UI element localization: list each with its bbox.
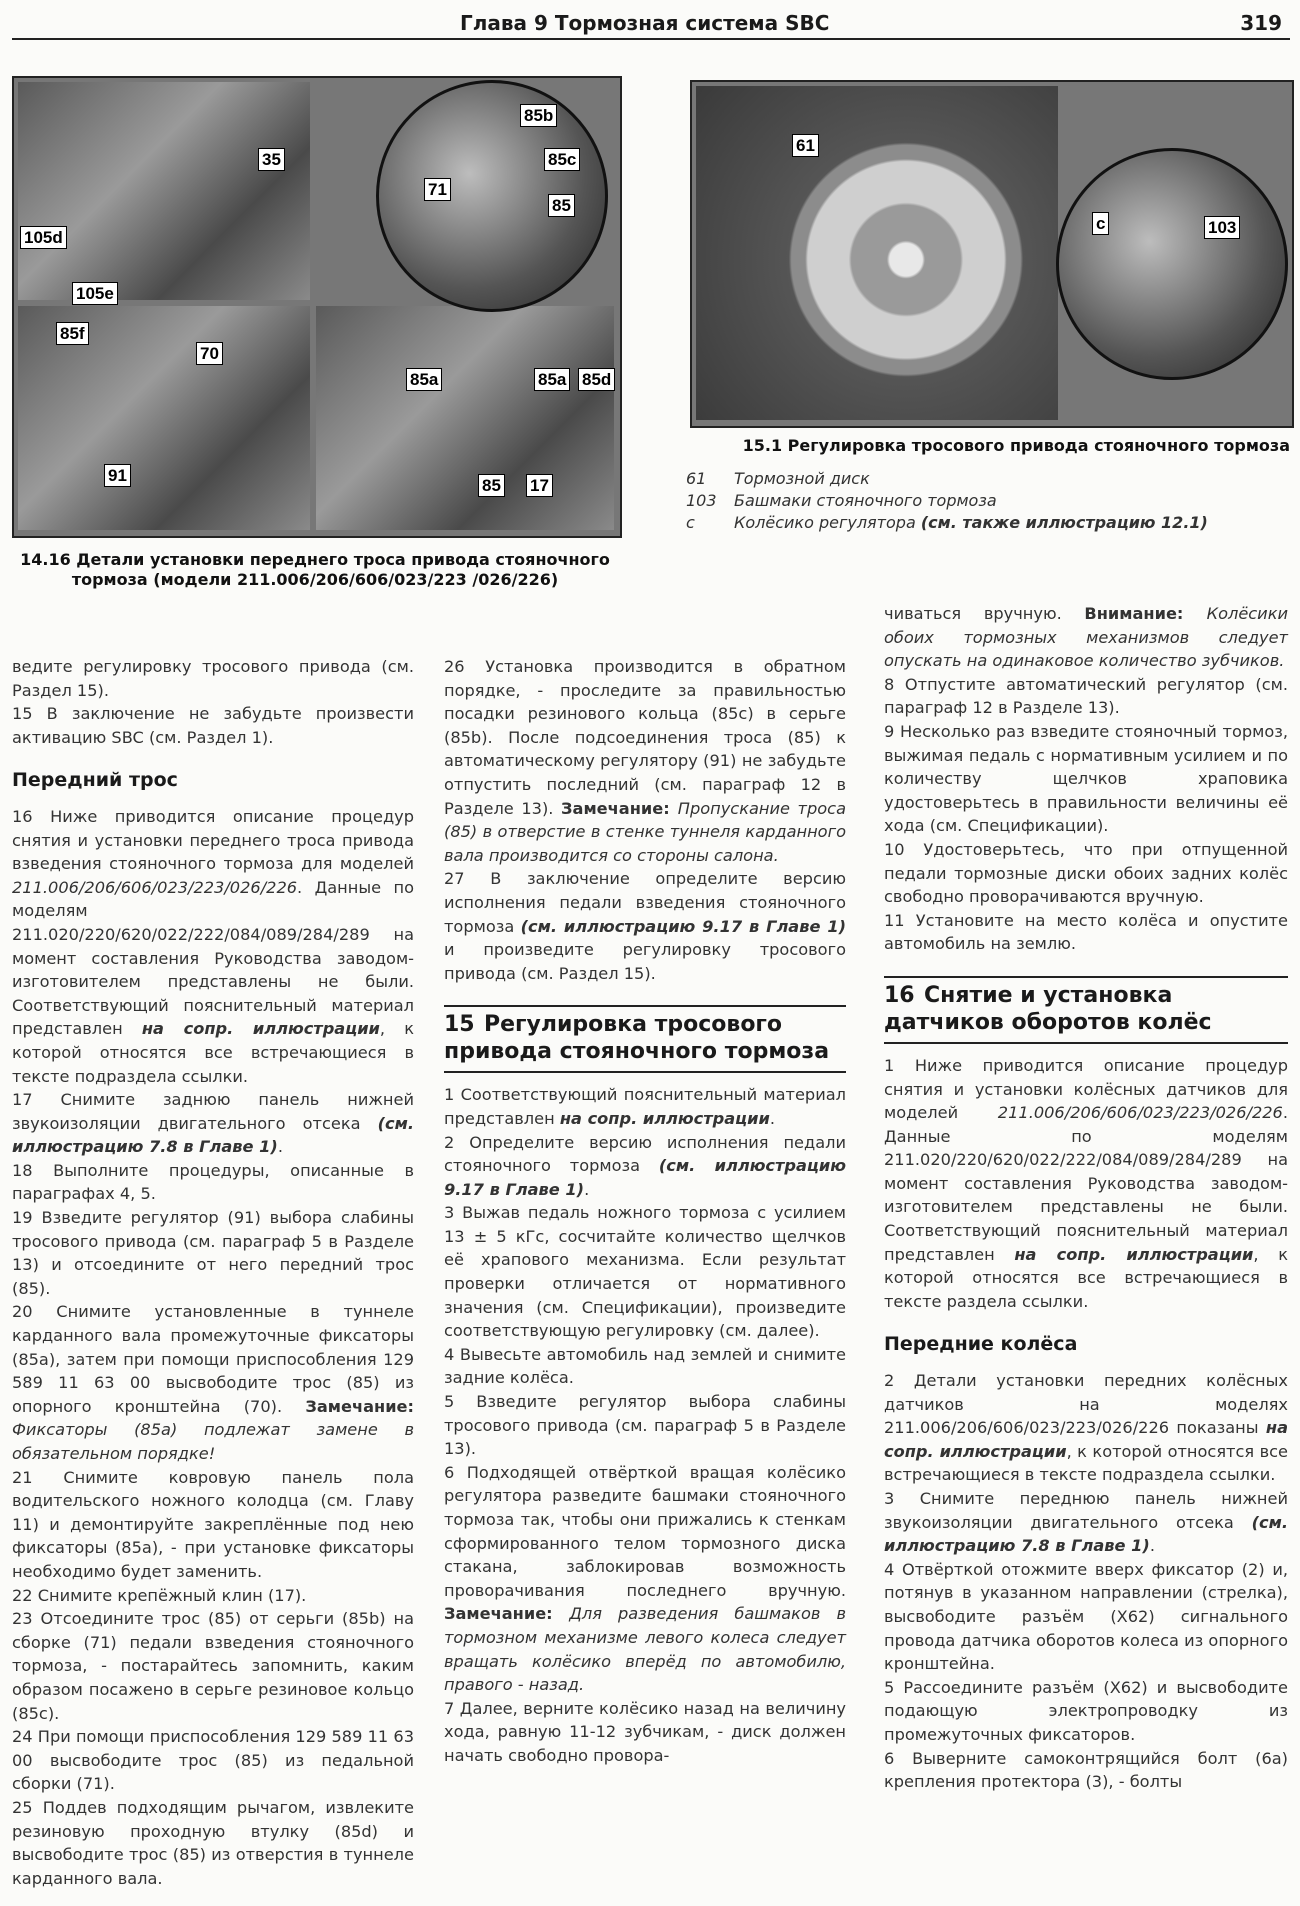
- page-number: 319: [1240, 11, 1282, 35]
- label-91: 91: [104, 464, 131, 487]
- label-103: 103: [1204, 216, 1240, 239]
- paragraph: 1 Ниже приводится описание процедур снятия и установки колёсных датчиков для моделей 211.006/206/606/023/223/026/226. Данные по моделям 211.020/220/620/022/222/084/089/284/289 на момент составления Руководства заводом-изготовителем представлены не были. Соответствующий пояснительный материал представлен на сопр. иллюстрации, к которой относятся все встречающиеся в тексте раздела ссылки.: [884, 1055, 1288, 1311]
- legend-item: c Колёсико регулятора (см. также иллюстрацию 12.1): [686, 513, 1208, 532]
- paragraph: ведите регулировку тросового привода (см. Раздел 15).: [12, 657, 414, 700]
- label-17: 17: [526, 474, 553, 497]
- paragraph: 18 Выполните процедуры, описанные в параграфах 4, 5.: [12, 1160, 414, 1204]
- paragraph: 21 Снимите ковровую панель пола водительского ножного колодца (см. Главу 11) и демонтируйте закреплённые под нею фиксаторы (85а), - при установке фиксаторы необходимо будет заменить.: [12, 1467, 414, 1581]
- label-85a-left: 85a: [406, 368, 442, 391]
- label-85-bottom: 85: [478, 474, 505, 497]
- label-105e: 105e: [72, 282, 118, 305]
- section-15-heading: 15 Регулировка тросового привода стояночного тормоза: [444, 1005, 846, 1073]
- paragraph: 5 Рассоедините разъём (Х62) и высвободите подающую электропроводку из промежуточных фиксаторов.: [884, 1677, 1288, 1744]
- paragraph: 20 Снимите установленные в туннеле карданного вала промежуточные фиксаторы (85а), затем при помощи приспособления 129 589 11 63 00 высвободите трос (85) из опорного кронштейна (70). Замечание: Фиксаторы (85а) подлежат замене в обязательном порядке!: [12, 1302, 414, 1463]
- subheading-front-wheels: Передние колёса: [884, 1333, 1078, 1356]
- paragraph: 27 В заключение определите версию исполнения педали взведения стояночного тормоза (см. иллюстрацию 9.17 в Главе 1) и произведите регулировку тросового привода (см. Раздел 15).: [444, 869, 846, 983]
- paragraph: 3 Выжав педаль ножного тормоза с усилием 13 ± 5 кГс, сосчитайте количество щелчков её храпового механизма. Если результат проверки отличается от нормативного значения (см. Спецификации), произведите соответствующую регулировку (см. далее).: [444, 1203, 846, 1341]
- figure-15-1: [690, 80, 1294, 428]
- photo-bottom-right: [316, 306, 614, 530]
- legend-item: 103 Башмаки стояночного тормоза: [686, 491, 997, 510]
- label-85b: 85b: [520, 104, 557, 127]
- figure-15-1-legend: [686, 468, 1290, 534]
- chapter-title: Глава 9 Тормозная система SBC: [460, 11, 830, 35]
- legend-item: 61 Тормозной диск: [686, 469, 870, 488]
- label-61: 61: [792, 134, 819, 157]
- paragraph: 17 Снимите заднюю панель нижней звукоизоляции двигательного отсека (см. иллюстрацию 7.8 в Главе 1).: [12, 1090, 414, 1157]
- paragraph: 26 Установка производится в обратном порядке, - проследите за правильностью посадки резинового кольца (85с) в серьге (85b). После подсоединения троса (85) к автоматическому регулятору (91) не забудьте отпустить последний (см. параграф 12 в Разделе 13). Замечание: Пропускание троса (85) в отверстие в стенке туннеля карданного вала производится со стороны салона.: [444, 657, 846, 865]
- section-16-heading: 16 Снятие и установка датчиков оборотов колёс: [884, 976, 1288, 1044]
- paragraph: 4 Отвёрткой отожмите вверх фиксатор (2) и, потянув в указанном направлении (стрелка), высвободите разъём (Х62) сигнального провода датчика оборотов колеса из опорного кронштейна.: [884, 1559, 1288, 1674]
- paragraph: 15 В заключение не забудьте произвести активацию SBC (см. Раздел 1).: [12, 704, 414, 747]
- label-71: 71: [424, 178, 451, 201]
- label-70: 70: [196, 342, 223, 365]
- paragraph: 9 Несколько раз взведите стояночный тормоз, выжимая педаль с нормативным усилием и по количеству щелчков храповика удостоверьтесь в правильности величины её хода (см. Спецификации).: [884, 721, 1288, 836]
- paragraph: 3 Снимите переднюю панель нижней звукоизоляции двигательного отсека (см. иллюстрацию 7.8 в Главе 1).: [884, 1489, 1288, 1556]
- paragraph: 4 Вывесьте автомобиль над землей и снимите задние колёса.: [444, 1344, 846, 1388]
- paragraph: 25 Поддев подходящим рычагом, извлеките резиновую проходную втулку (85d) и высвободите трос (85) из отверстия в туннеле карданного вала.: [12, 1797, 414, 1888]
- paragraph: 8 Отпустите автоматический регулятор (см. параграф 12 в Разделе 13).: [884, 674, 1288, 718]
- paragraph: 2 Определите версию исполнения педали стояночного тормоза (см. иллюстрацию 9.17 в Главе 1).: [444, 1132, 846, 1199]
- label-35: 35: [258, 148, 285, 171]
- paragraph: 24 При помощи приспособления 129 589 11 63 00 высвободите трос (85) из педальной сборки (71).: [12, 1727, 414, 1794]
- label-85-circle: 85: [548, 194, 575, 217]
- paragraph: 6 Выверните самоконтрящийся болт (6а) крепления протектора (3), - болты: [884, 1748, 1288, 1792]
- paragraph: 22 Снимите крепёжный клин (17).: [12, 1585, 307, 1605]
- figure-14-16-caption: 14.16 Детали установки переднего троса привода стояночного тормоза (модели 211.006/206/606/023/223 /026/226): [20, 550, 610, 589]
- paragraph: 16 Ниже приводится описание процедур снятия и установки переднего троса привода взведения стояночного тормоза для моделей 211.006/206/606/023/223/026/226. Данные по моделям 211.020/220/620/022/222/084/089/284/289 на момент составления Руководства заводом-изготовителем представлены не были. Соответствующий пояснительный материал представлен на сопр. иллюстрации, к которой относятся все встречающиеся в тексте подраздела ссылки.: [12, 806, 414, 1086]
- paragraph: 5 Взведите регулятор выбора слабины тросового привода (см. параграф 5 в Разделе 13).: [444, 1392, 846, 1459]
- label-c: c: [1092, 212, 1109, 235]
- paragraph: 10 Удостоверьтесь, что при отпущенной педали тормозные диски обоих задних колёс свободно проворачиваются вручную.: [884, 839, 1288, 907]
- paragraph: 11 Установите на место колёса и опустите автомобиль на землю.: [884, 910, 1288, 954]
- paragraph: 7 Далее, верните колёсико назад на величину хода, равную 11-12 зубчикам, - диск должен начать свободно провора-: [444, 1698, 846, 1765]
- figure-15-1-caption: 15.1 Регулировка тросового привода стояночного тормоза: [742, 436, 1290, 455]
- paragraph: 6 Подходящей отвёрткой вращая колёсико регулятора разведите башмаки стояночного тормоза так, чтобы они прижались к стенкам сформированного телом тормозного диска стакана, заблокировав возможность проворачивания последнего вручную. Замечание: Для разведения башмаков в тормозном механизме левого колеса следует вращать колёсико вперёд по автомобилю, правого - назад.: [444, 1462, 846, 1695]
- paragraph: чиваться вручную. Внимание: Колёсики обоих тормозных механизмов следует опускать на одинаковое количество зубчиков.: [884, 604, 1288, 671]
- label-105d: 105d: [20, 226, 67, 249]
- paragraph: 23 Отсоедините трос (85) от серьги (85b) на сборке (71) педали взведения стояночного тормоза, - постарайтесь запомнить, каким образом посажено в серьге резиновое кольцо (85с).: [12, 1609, 414, 1723]
- page-header: [12, 8, 1290, 40]
- adjuster-magnifier: [1056, 148, 1288, 380]
- text-column-2: [444, 655, 846, 1768]
- subheading-front-cable: Передний трос: [12, 769, 178, 792]
- brake-disc-photo: [696, 86, 1058, 420]
- figure-14-16: [12, 76, 622, 538]
- paragraph: 1 Соответствующий пояснительный материал представлен на сопр. иллюстрации.: [444, 1085, 846, 1128]
- paragraph: 2 Детали установки передних колёсных датчиков на моделях 211.006/206/606/023/223/026/226 показаны на сопр. иллюстрации, к которой относятся все встречающиеся в тексте подраздела ссылки.: [884, 1371, 1288, 1485]
- text-column-3: [884, 602, 1288, 1794]
- label-85d: 85d: [578, 368, 615, 391]
- label-85f: 85f: [56, 322, 89, 345]
- photo-top-left: [18, 82, 310, 300]
- label-85c: 85c: [544, 148, 580, 171]
- paragraph: 19 Взведите регулятор (91) выбора слабины тросового привода (см. параграф 5 в Разделе 13) и отсоедините от него передний трос (85).: [12, 1208, 414, 1298]
- label-85a-right: 85a: [534, 368, 570, 391]
- text-column-1: [12, 655, 414, 1890]
